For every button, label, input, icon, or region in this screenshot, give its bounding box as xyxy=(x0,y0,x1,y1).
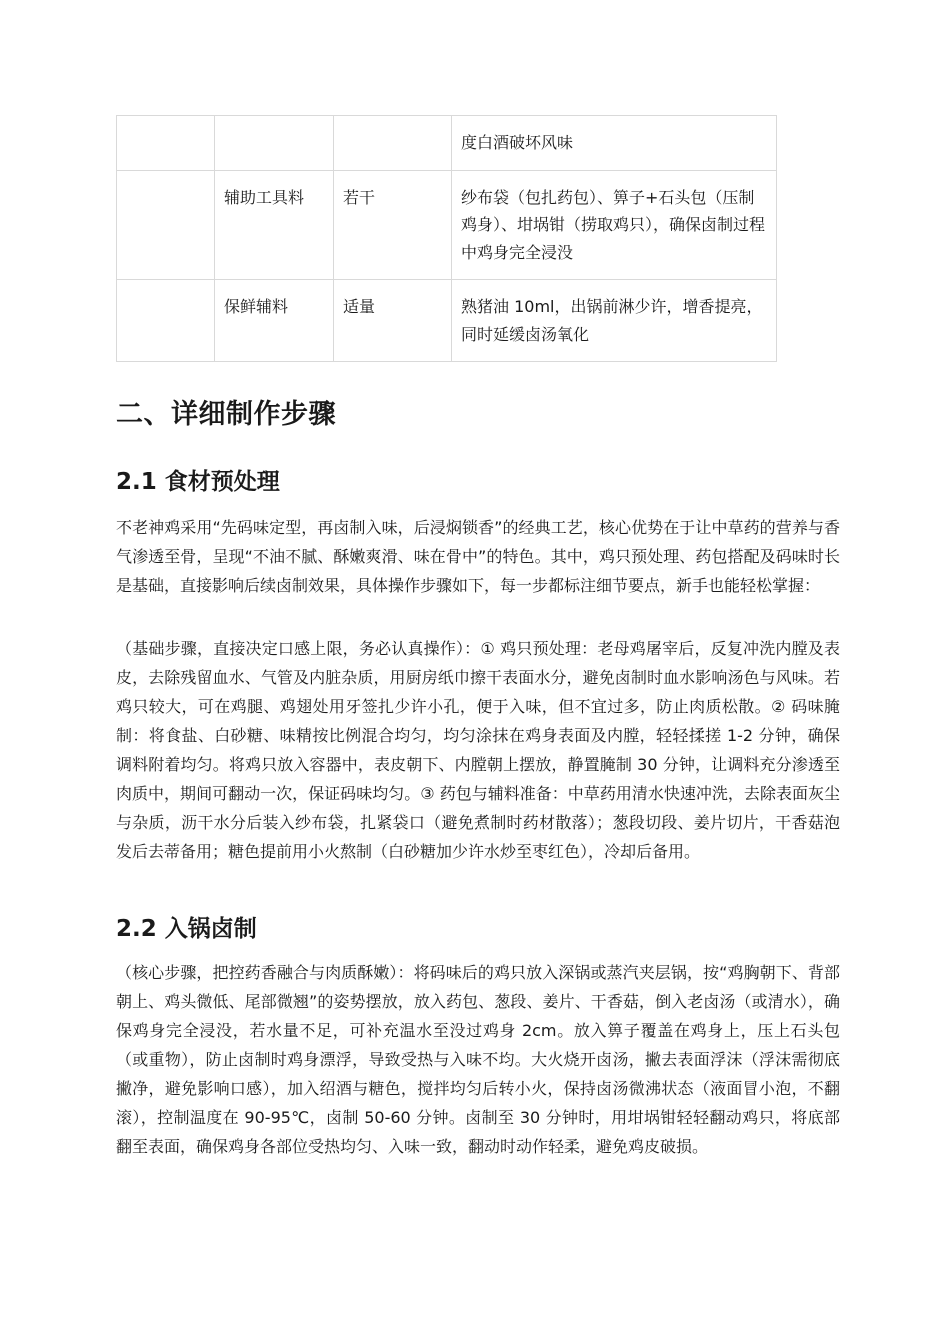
table-cell xyxy=(334,116,452,171)
table-cell: 纱布袋（包扎药包）、箅子+石头包（压制鸡身）、坩埚钳（捞取鸡只），确保卤制过程中鸡身完全浸没 xyxy=(452,170,777,280)
table-cell: 熟猪油 10ml，出锅前淋少许，增香提亮，同时延缓卤汤氧化 xyxy=(452,280,777,362)
table-row xyxy=(117,170,777,280)
table-cell xyxy=(117,170,215,280)
table-cell xyxy=(117,280,215,362)
subsection-heading-braise: 2.2 入锅卤制 xyxy=(116,916,257,942)
table-cell: 辅助工具料 xyxy=(215,170,334,280)
table-cell: 若干 xyxy=(334,170,452,280)
table-cell: 度白酒破坏风味 xyxy=(452,116,777,171)
section-heading: 二、详细制作步骤 xyxy=(116,399,336,430)
ingredient-table xyxy=(116,115,777,362)
paragraph-preprocess-steps: （基础步骤，直接决定口感上限，务必认真操作）：① 鸡只预处理：老母鸡屠宰后，反复冲洗内膛及表皮，去除残留血水、气管及内脏杂质，用厨房纸巾擦干表面水分，避免卤制时血水影响汤色与风味。若鸡只较大，可在鸡腿、鸡翅处用牙签扎少许小孔，便于入味，但不宜过多，防止肉质松散。② 码味腌制：将食盐、白砂糖、味精按比例混合均匀，均匀涂抹在鸡身表面及内膛，轻轻揉搓 1-2 分钟，确保调料附着均匀。将鸡只放入容器中，表皮朝下、内膛朝上摆放，静置腌制 30 分钟，让调料充分渗透至肉质中，期间可翻动一次，保证码味均匀。③ 药包与辅料准备：中草药用清水快速冲洗，去除表面灰尘与杂质，沥干水分后装入纱布袋，扎紧袋口（避免煮制时药材散落）；葱段切段、姜片切片，干香菇泡发后去蒂备用；糖色提前用小火熬制（白砂糖加少许水炒至枣红色），冷却后备用。 xyxy=(116,639,840,861)
subsection-heading-preprocess: 2.1 食材预处理 xyxy=(116,469,280,495)
table-cell xyxy=(117,116,215,171)
table-row xyxy=(117,280,777,362)
table-cell: 保鲜辅料 xyxy=(215,280,334,362)
table-row xyxy=(117,116,777,171)
table-cell: 适量 xyxy=(334,280,452,362)
table-cell xyxy=(215,116,334,171)
paragraph-intro: 不老神鸡采用“先码味定型，再卤制入味，后浸焖锁香”的经典工艺，核心优势在于让中草药的营养与香气渗透至骨，呈现“不油不腻、酥嫩爽滑、味在骨中”的特色。其中，鸡只预处理、药包搭配及码味时长是基础，直接影响后续卤制效果，具体操作步骤如下，每一步都标注细节要点，新手也能轻松掌握： xyxy=(116,518,840,595)
paragraph-braise-steps: （核心步骤，把控药香融合与肉质酥嫩）：将码味后的鸡只放入深锅或蒸汽夹层锅，按“鸡胸朝下、背部朝上、鸡头微低、尾部微翘”的姿势摆放，放入药包、葱段、姜片、干香菇，倒入老卤汤（或清水），确保鸡身完全浸没，若水量不足，可补充温水至没过鸡身 2cm。放入箅子覆盖在鸡身上，压上石头包（或重物），防止卤制时鸡身漂浮，导致受热与入味不均。大火烧开卤汤，撇去表面浮沫（浮沫需彻底撇净，避免影响口感），加入绍酒与糖色，搅拌均匀后转小火，保持卤汤微沸状态（液面冒小泡，不翻滚），控制温度在 90-95℃，卤制 50-60 分钟。卤制至 30 分钟时，用坩埚钳轻轻翻动鸡只，将底部翻至表面，确保鸡身各部位受热均匀、入味一致，翻动时动作轻柔，避免鸡皮破损。 xyxy=(116,963,840,1156)
